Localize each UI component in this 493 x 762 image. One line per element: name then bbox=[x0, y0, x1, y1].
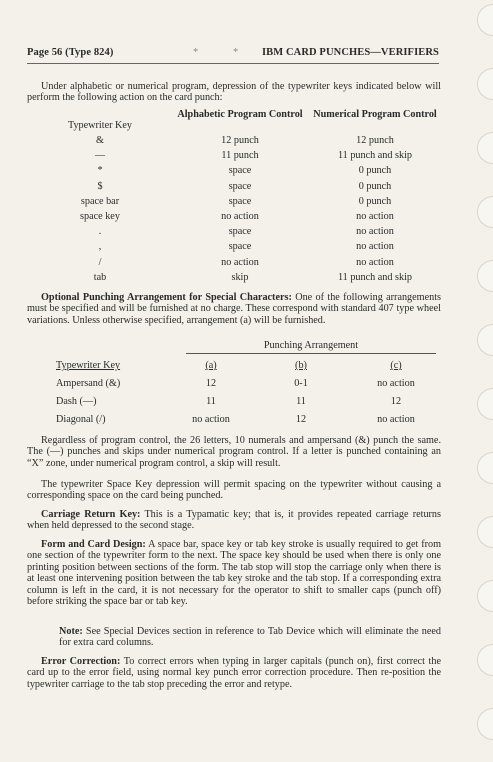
page-number: Page 56 (Type 824) bbox=[27, 47, 114, 58]
table-cell: space bbox=[228, 180, 252, 192]
binder-hole bbox=[477, 388, 493, 420]
table-cell: space bbox=[228, 165, 252, 177]
table-cell: no action bbox=[356, 226, 394, 238]
table-cell: no action bbox=[377, 414, 415, 425]
section-text: This is a Typamatic key; that is, it provides repeated carriage returns when held depressed to the second stage. bbox=[27, 509, 441, 532]
binder-hole bbox=[477, 260, 493, 292]
table-cell: no action bbox=[192, 414, 230, 425]
table-row bbox=[30, 211, 440, 226]
table-row bbox=[56, 378, 441, 392]
table-cell: no action bbox=[356, 256, 394, 268]
intro-paragraph: Under alphabetic or numerical program, depression of the typewriter keys indicated below will perform the following action on the card punch: bbox=[27, 81, 441, 104]
table-cell: 11 bbox=[206, 396, 216, 407]
table-cell: 11 punch and skip bbox=[337, 150, 413, 162]
section-title: Error Correction: bbox=[41, 656, 121, 667]
section-text: A space bar, space key or tab key stroke is usually required to get from one section of the typewriter form to the next. The space key should be used when there is only one printing position between sections of the form. The tab stop will stop the carriage only when there is at least one intervening position between the tab key stroke and the tab stop. If a corresponding extra column is left in the card, it is not necessary for the operator to shift to smaller caps (punch off) before striking the space bar or tab key. bbox=[27, 539, 442, 608]
binder-holes bbox=[453, 0, 493, 762]
table-cell: 0 punch bbox=[358, 165, 392, 177]
binder-hole bbox=[477, 68, 493, 100]
table-cell: no action bbox=[356, 210, 394, 222]
form-design-paragraph bbox=[27, 539, 441, 607]
table-cell: , bbox=[98, 241, 102, 253]
binder-hole bbox=[477, 580, 493, 612]
table-row bbox=[30, 165, 440, 180]
table-row bbox=[56, 396, 441, 410]
header-star: * bbox=[233, 47, 239, 58]
table-row bbox=[30, 196, 440, 211]
table-cell: — bbox=[94, 150, 106, 162]
table-cell: * bbox=[97, 165, 103, 177]
binder-hole bbox=[477, 516, 493, 548]
error-correction-paragraph bbox=[27, 656, 441, 690]
table-cell: 11 bbox=[296, 396, 306, 407]
table-cell: & bbox=[96, 135, 104, 146]
span-header: Punching Arrangement bbox=[186, 340, 436, 354]
table-cell: $ bbox=[97, 180, 103, 192]
binder-hole bbox=[477, 644, 493, 676]
note-label: Note: bbox=[59, 626, 83, 637]
column-header: Alphabetic Program Control bbox=[177, 109, 303, 120]
key-action-table bbox=[30, 109, 440, 287]
table-cell: Diagonal (/) bbox=[56, 414, 106, 425]
table-cell: 12 bbox=[205, 378, 217, 389]
binder-hole bbox=[477, 324, 493, 356]
note-text: See Special Devices section in reference to Tab Device which will eliminate the need for extra card columns. bbox=[59, 626, 441, 649]
table-cell: 11 punch and skip bbox=[337, 271, 413, 283]
table-cell: tab bbox=[93, 271, 107, 283]
optional-paragraph bbox=[27, 292, 441, 326]
table-row bbox=[30, 226, 440, 241]
table-cell: no action bbox=[221, 210, 259, 222]
manual-title: IBM CARD PUNCHES—VERIFIERS bbox=[261, 47, 439, 58]
section-title: Optional Punching Arrangement for Special Characters: bbox=[41, 292, 292, 303]
column-header: Typewriter Key bbox=[67, 120, 133, 131]
table-cell: space key bbox=[80, 210, 120, 222]
table-row bbox=[30, 272, 440, 287]
table-row bbox=[30, 241, 440, 256]
column-header: (b) bbox=[295, 360, 307, 371]
space-key-paragraph: The typewriter Space Key depression will permit spacing on the typewriter without causing a corresponding space on the card being punched. bbox=[27, 479, 441, 502]
table-row bbox=[30, 150, 440, 165]
table-cell: skip bbox=[231, 271, 249, 283]
section-text: One of the following arrangements must be specified and will be furnished at no charge. These correspond with standard 407 type wheel variations. Unless otherwise specified, arrangement (a) will be furnished. bbox=[27, 292, 442, 326]
table-cell: 0 punch bbox=[358, 195, 392, 207]
table-cell: space bbox=[228, 226, 252, 238]
table-header bbox=[30, 109, 440, 135]
column-header: (c) bbox=[390, 360, 402, 371]
table-cell: . bbox=[98, 226, 102, 238]
table-cell: space bbox=[228, 241, 252, 253]
page-header bbox=[27, 47, 439, 61]
table-row bbox=[30, 135, 440, 150]
note-paragraph bbox=[59, 626, 441, 649]
table-cell: 12 bbox=[295, 414, 307, 425]
table-cell: 0-1 bbox=[294, 378, 308, 389]
table-cell: Ampersand (&) bbox=[56, 378, 121, 389]
column-header: (a) bbox=[205, 360, 217, 371]
binder-hole bbox=[477, 708, 493, 740]
table-cell: 12 bbox=[390, 396, 402, 407]
table-header bbox=[56, 360, 441, 374]
header-rule bbox=[27, 63, 439, 64]
binder-hole bbox=[477, 196, 493, 228]
carriage-return-paragraph bbox=[27, 509, 441, 532]
header-star: * bbox=[193, 47, 199, 58]
table-cell: space bbox=[228, 195, 252, 207]
section-title: Form and Card Design: bbox=[41, 539, 146, 550]
table-cell: space bar bbox=[80, 195, 120, 207]
binder-hole bbox=[477, 452, 493, 484]
table-cell: 0 punch bbox=[358, 180, 392, 192]
table-cell: 11 punch bbox=[221, 150, 259, 162]
binder-hole bbox=[477, 4, 493, 36]
table-cell: no action bbox=[221, 256, 259, 268]
binder-hole bbox=[477, 132, 493, 164]
table-cell: 12 punch bbox=[221, 135, 259, 146]
column-header: Typewriter Key bbox=[56, 360, 121, 371]
column-header: Numerical Program Control bbox=[313, 109, 437, 120]
table-row bbox=[30, 181, 440, 196]
table-row bbox=[30, 257, 440, 272]
table-cell: Dash (—) bbox=[56, 396, 97, 407]
regardless-paragraph: Regardless of program control, the 26 letters, 10 numerals and ampersand (&) punch the same. The (—) punches and skips under numerical program control. If a letter is punched containing an “X” zone, under numerical program control, a skip will result. bbox=[27, 435, 441, 469]
table-row bbox=[56, 414, 441, 428]
table-cell: no action bbox=[356, 241, 394, 253]
table-cell: 12 punch bbox=[356, 135, 394, 146]
section-text: To correct errors when typing in larger capitals (punch on), first correct the card up to the error field, using normal key punch error correction procedure. Then re-position the typewriter carriage to the tab stop preceding the error and retype. bbox=[27, 656, 441, 690]
table-cell: / bbox=[98, 256, 102, 268]
table-cell: no action bbox=[377, 378, 415, 389]
section-title: Carriage Return Key: bbox=[41, 509, 141, 520]
